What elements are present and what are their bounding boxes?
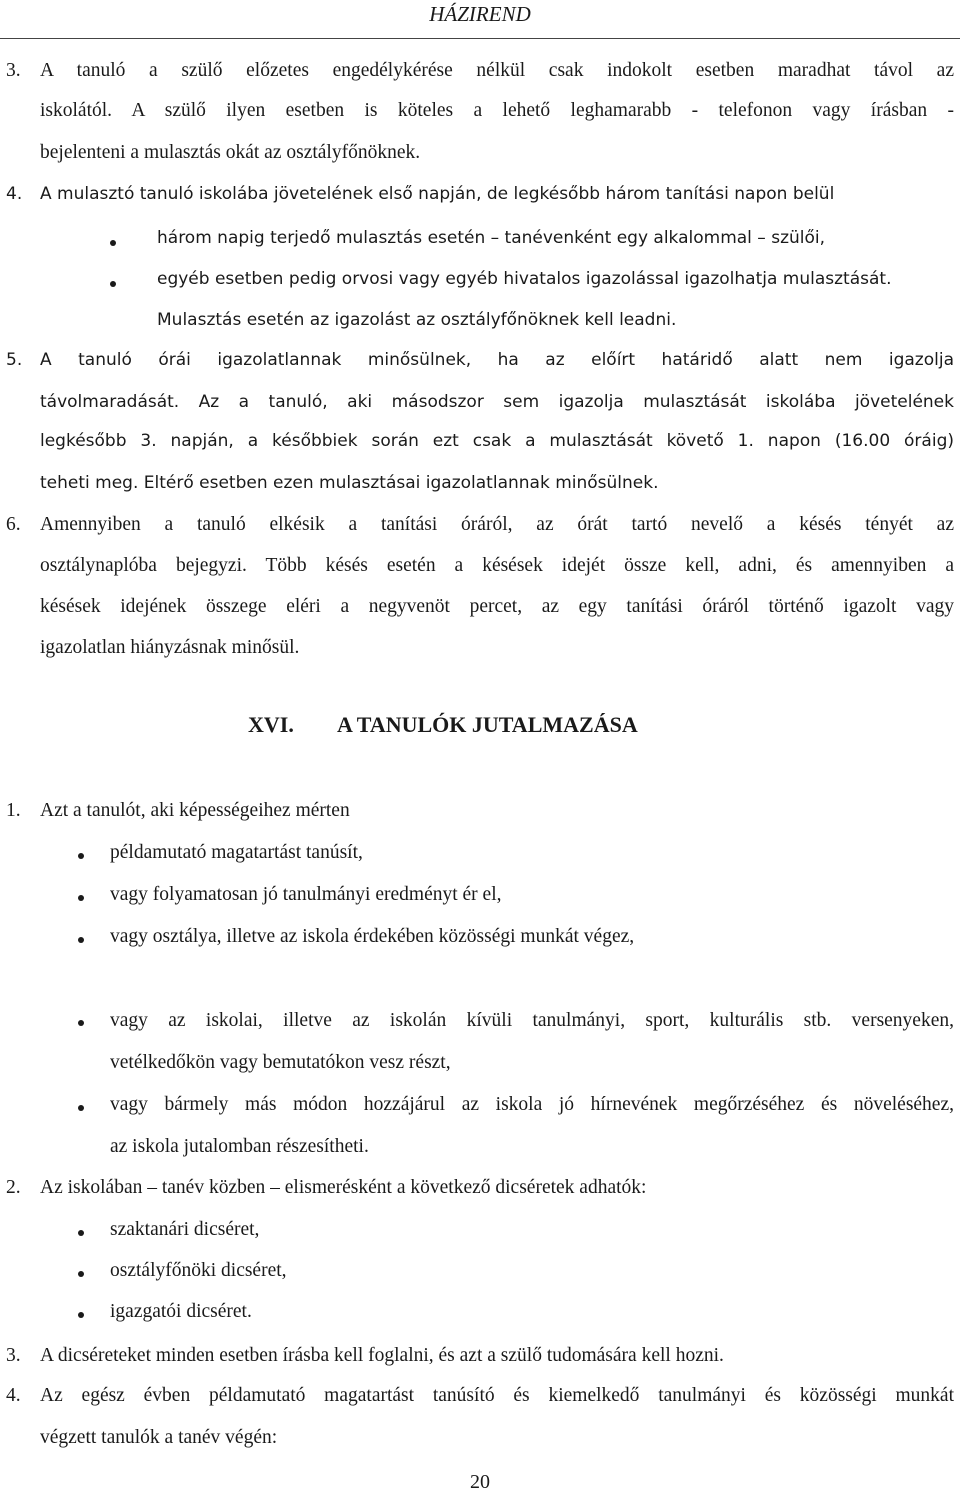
bullet-icon bbox=[78, 1020, 84, 1026]
text-line: A tanuló órái igazolatlannak minősülnek, ha az előírt határidő alatt nem igazolja bbox=[40, 350, 954, 370]
item-number: 5. bbox=[6, 350, 23, 370]
text-line: Az iskolában – tanév közben – elismerésként a következő dicséretek adhatók: bbox=[40, 1177, 647, 1198]
list-item: vagy folyamatosan jó tanulmányi eredményt ér el, bbox=[110, 884, 502, 905]
bullet-icon bbox=[78, 1271, 84, 1277]
text-line: Azt a tanulót, aki képességeihez mérten bbox=[40, 800, 350, 821]
list-item: igazgatói dicséret. bbox=[110, 1301, 252, 1322]
text-line: A mulasztó tanuló iskolába jövetelének első napján, de legkésőbb három tanítási napon belül bbox=[40, 184, 835, 204]
list-item: példamutató magatartást tanúsít, bbox=[110, 842, 363, 863]
item-number: 2. bbox=[6, 1177, 21, 1198]
item-number: 4. bbox=[6, 1385, 21, 1406]
list-item: vagy az iskolai, illetve az iskolán kívüli tanulmányi, sport, kulturális stb. versenyeken, bbox=[110, 1010, 954, 1031]
bullet-icon bbox=[78, 895, 84, 901]
page-header bbox=[0, 0, 960, 39]
list-item: vagy bármely más módon hozzájárul az iskola jó hírnevének megőrzéséhez és növeléséhez, bbox=[110, 1094, 954, 1115]
text-line: végzett tanulók a tanév végén: bbox=[40, 1427, 278, 1448]
text-line: távolmaradását. Az a tanuló, aki másodszor sem igazolja mulasztását iskolába jövetelének bbox=[40, 392, 954, 412]
list-item-continued: vetélkedőkön vagy bemutatókon vesz részt, bbox=[110, 1052, 451, 1073]
chapter-title: A TANULÓK JUTALMAZÁSA bbox=[337, 712, 638, 737]
text-line: bejelenteni a mulasztás okát az osztályfőnöknek. bbox=[40, 142, 421, 163]
list-item: három napig terjedő mulasztás esetén – tanévenként egy alkalommal – szülői, bbox=[157, 228, 826, 248]
bullet-icon bbox=[78, 1105, 84, 1111]
bullet-icon bbox=[78, 1312, 84, 1318]
text-line: legkésőbb 3. napján, a későbbiek során ezt csak a mulasztását követő 1. napon (16.00 óráig) bbox=[40, 431, 954, 451]
note-line: Mulasztás esetén az igazolást az osztályfőnöknek kell leadni. bbox=[157, 310, 677, 330]
text-line: A tanuló a szülő előzetes engedélykérése nélkül csak indokolt esetben maradhat távol az bbox=[40, 60, 954, 81]
list-item: szaktanári dicséret, bbox=[110, 1219, 260, 1240]
text-line: igazolatlan hiányzásnak minősül. bbox=[40, 637, 300, 658]
bullet-icon bbox=[78, 937, 84, 943]
list-item: egyéb esetben pedig orvosi vagy egyéb hivatalos igazolással igazolhatja mulasztását. bbox=[157, 269, 892, 289]
text-line: teheti meg. Eltérő esetben ezen mulasztásai igazolatlannak minősülnek. bbox=[40, 473, 659, 493]
text-line: iskolától. A szülő ilyen esetben is köteles a lehető leghamarabb - telefonon vagy írásban - bbox=[40, 100, 954, 121]
list-item: vagy osztálya, illetve az iskola érdekében közösségi munkát végez, bbox=[110, 926, 635, 947]
bullet-icon bbox=[78, 1230, 84, 1236]
text-line: Amennyiben a tanuló elkésik a tanítási óráról, az órát tartó nevelő a késés tényét az bbox=[40, 514, 954, 535]
chapter-number: XVI. bbox=[248, 712, 294, 737]
item-number: 1. bbox=[6, 800, 21, 821]
item-number: 4. bbox=[6, 184, 23, 204]
text-line: A dicséreteket minden esetben írásba kell foglalni, és azt a szülő tudomására kell hozni. bbox=[40, 1345, 724, 1366]
header-title: HÁZIREND bbox=[429, 2, 531, 26]
text-line: osztálynaplóba bejegyzi. Több késés esetén a késések idejét össze kell, adni, és amennyiben a bbox=[40, 555, 954, 576]
item-number: 3. bbox=[6, 60, 21, 81]
bullet-icon bbox=[110, 240, 116, 246]
list-item-continued: az iskola jutalomban részesítheti. bbox=[110, 1136, 369, 1157]
text-line: késések idejének összege eléri a negyvenöt percet, az egy tanítási óráról történő igazolt vagy bbox=[40, 596, 954, 617]
text-line: Az egész évben példamutató magatartást tanúsító és kiemelkedő tanulmányi és közösségi munkát bbox=[40, 1385, 954, 1406]
item-number: 3. bbox=[6, 1345, 21, 1366]
bullet-icon bbox=[78, 853, 84, 859]
bullet-icon bbox=[110, 281, 116, 287]
page-number: 20 bbox=[470, 1471, 490, 1493]
list-item: osztályfőnöki dicséret, bbox=[110, 1260, 287, 1281]
item-number: 6. bbox=[6, 514, 21, 535]
